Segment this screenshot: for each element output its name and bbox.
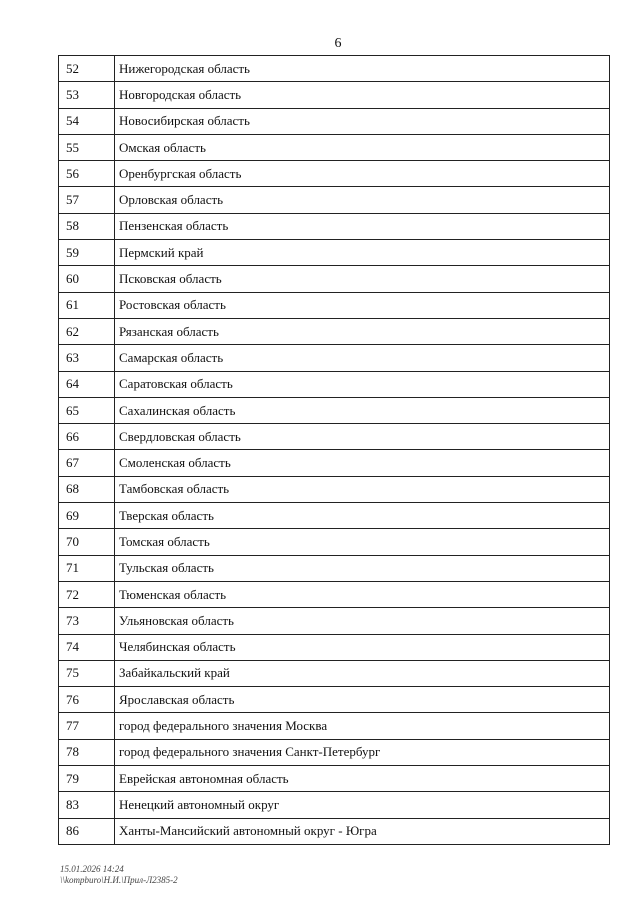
table-row: [59, 213, 610, 239]
table-row: [59, 687, 610, 713]
region-name-cell: Тюменская область: [115, 581, 610, 607]
region-name-cell: Оренбургская область: [115, 161, 610, 187]
table-row: [59, 187, 610, 213]
table-row: [59, 476, 610, 502]
region-name-cell: Псковская область: [115, 266, 610, 292]
table-row: [59, 608, 610, 634]
region-name-cell: Омская область: [115, 134, 610, 160]
region-name-cell: Ростовская область: [115, 292, 610, 318]
region-code-cell: 65: [59, 397, 115, 423]
table-row: [59, 161, 610, 187]
table-row: [59, 424, 610, 450]
region-name-cell: Челябинская область: [115, 634, 610, 660]
table-row: [59, 529, 610, 555]
region-name-cell: Тульская область: [115, 555, 610, 581]
region-name-cell: Пермский край: [115, 240, 610, 266]
region-name-cell: город федерального значения Санкт-Петербург: [115, 739, 610, 765]
document-footer: [60, 864, 178, 886]
region-name-cell: город федерального значения Москва: [115, 713, 610, 739]
table-row: [59, 503, 610, 529]
region-name-cell: Ненецкий автономный округ: [115, 792, 610, 818]
table-row: [59, 266, 610, 292]
table-row: [59, 555, 610, 581]
region-code-cell: 69: [59, 503, 115, 529]
table-row: [59, 82, 610, 108]
table-row: [59, 397, 610, 423]
region-name-cell: Сахалинская область: [115, 397, 610, 423]
region-name-cell: Пензенская область: [115, 213, 610, 239]
region-code-cell: 57: [59, 187, 115, 213]
region-code-cell: 77: [59, 713, 115, 739]
region-name-cell: Смоленская область: [115, 450, 610, 476]
region-name-cell: Новгородская область: [115, 82, 610, 108]
region-name-cell: Саратовская область: [115, 371, 610, 397]
region-name-cell: Нижегородская область: [115, 56, 610, 82]
region-code-cell: 63: [59, 345, 115, 371]
region-name-cell: Самарская область: [115, 345, 610, 371]
region-name-cell: Рязанская область: [115, 318, 610, 344]
region-code-cell: 68: [59, 476, 115, 502]
region-code-cell: 67: [59, 450, 115, 476]
region-code-cell: 54: [59, 108, 115, 134]
table-row: [59, 240, 610, 266]
footer-file-path: \\kompburo\Н.И.\Прил-Л2385-2: [60, 875, 178, 885]
table-row: [59, 818, 610, 844]
region-code-cell: 72: [59, 581, 115, 607]
table-row: [59, 108, 610, 134]
region-code-cell: 60: [59, 266, 115, 292]
region-code-cell: 71: [59, 555, 115, 581]
region-code-cell: 70: [59, 529, 115, 555]
region-code-cell: 61: [59, 292, 115, 318]
region-name-cell: Новосибирская область: [115, 108, 610, 134]
region-name-cell: Свердловская область: [115, 424, 610, 450]
table-row: [59, 345, 610, 371]
region-code-cell: 83: [59, 792, 115, 818]
region-code-cell: 64: [59, 371, 115, 397]
table-row: [59, 792, 610, 818]
table-row: [59, 739, 610, 765]
region-code-cell: 86: [59, 818, 115, 844]
table-row: [59, 318, 610, 344]
table-row: [59, 634, 610, 660]
region-name-cell: Орловская область: [115, 187, 610, 213]
footer-timestamp: 15.01.2026 14:24: [60, 864, 124, 874]
region-code-cell: 79: [59, 766, 115, 792]
region-code-cell: 55: [59, 134, 115, 160]
table-row: [59, 56, 610, 82]
region-code-cell: 66: [59, 424, 115, 450]
region-code-cell: 78: [59, 739, 115, 765]
table-row: [59, 371, 610, 397]
region-name-cell: Тверская область: [115, 503, 610, 529]
region-code-cell: 59: [59, 240, 115, 266]
page-number: 6: [334, 36, 342, 51]
region-code-cell: 76: [59, 687, 115, 713]
region-code-cell: 52: [59, 56, 115, 82]
region-name-cell: Томская область: [115, 529, 610, 555]
table-row: [59, 134, 610, 160]
table-row: [59, 292, 610, 318]
region-name-cell: Ярославская область: [115, 687, 610, 713]
region-code-cell: 74: [59, 634, 115, 660]
region-code-cell: 53: [59, 82, 115, 108]
table-row: [59, 766, 610, 792]
regions-table-body: [59, 56, 610, 845]
region-name-cell: Ханты-Мансийский автономный округ - Югра: [115, 818, 610, 844]
table-row: [59, 450, 610, 476]
region-name-cell: Тамбовская область: [115, 476, 610, 502]
table-row: [59, 581, 610, 607]
regions-table: [58, 55, 610, 845]
region-name-cell: Ульяновская область: [115, 608, 610, 634]
region-name-cell: Еврейская автономная область: [115, 766, 610, 792]
region-code-cell: 58: [59, 213, 115, 239]
table-row: [59, 660, 610, 686]
table-row: [59, 713, 610, 739]
region-code-cell: 56: [59, 161, 115, 187]
region-code-cell: 73: [59, 608, 115, 634]
region-code-cell: 62: [59, 318, 115, 344]
region-name-cell: Забайкальский край: [115, 660, 610, 686]
region-code-cell: 75: [59, 660, 115, 686]
